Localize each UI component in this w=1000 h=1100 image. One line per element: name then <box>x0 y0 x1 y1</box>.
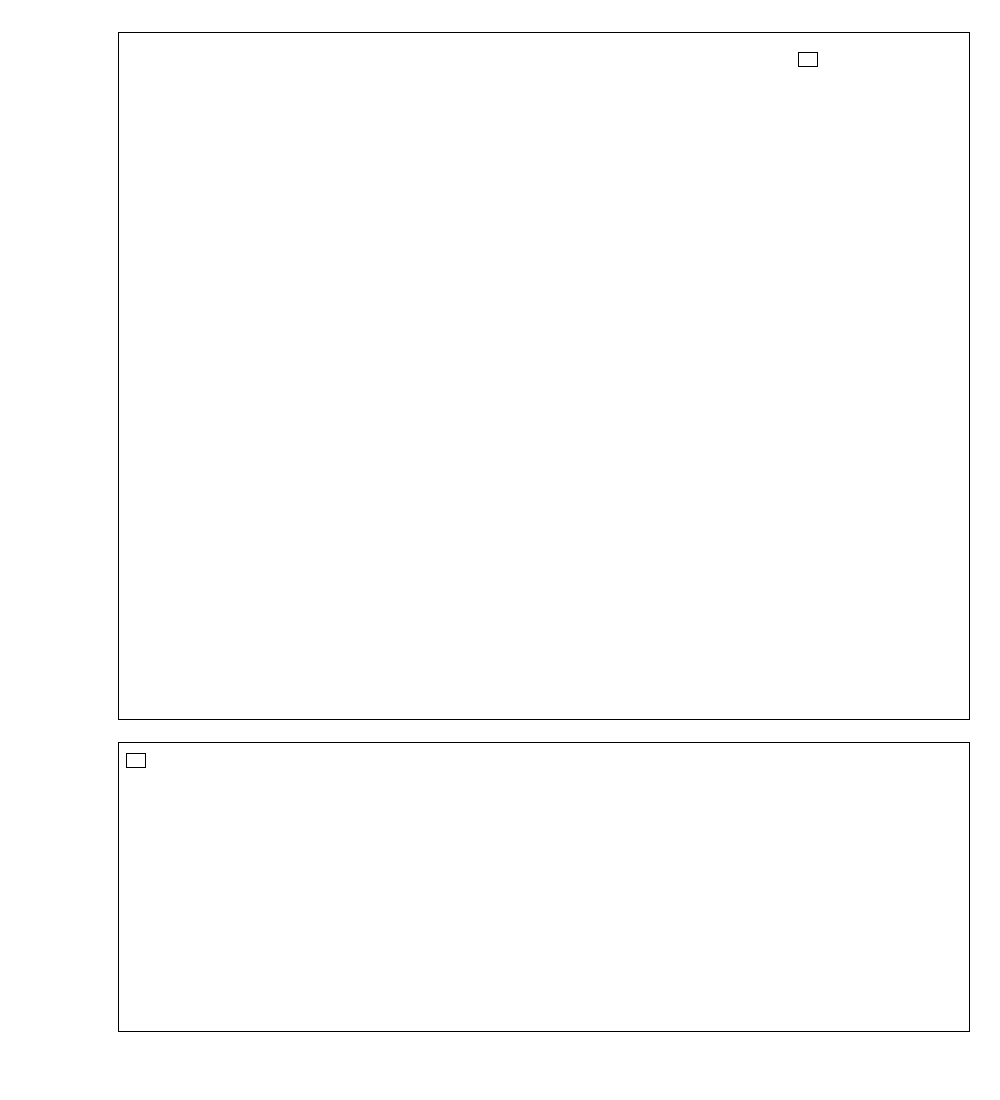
bottom-legend <box>126 753 146 768</box>
rupture-count-plot <box>118 742 970 1032</box>
top-legend <box>798 52 818 67</box>
incremental-rate-plot <box>118 32 970 720</box>
